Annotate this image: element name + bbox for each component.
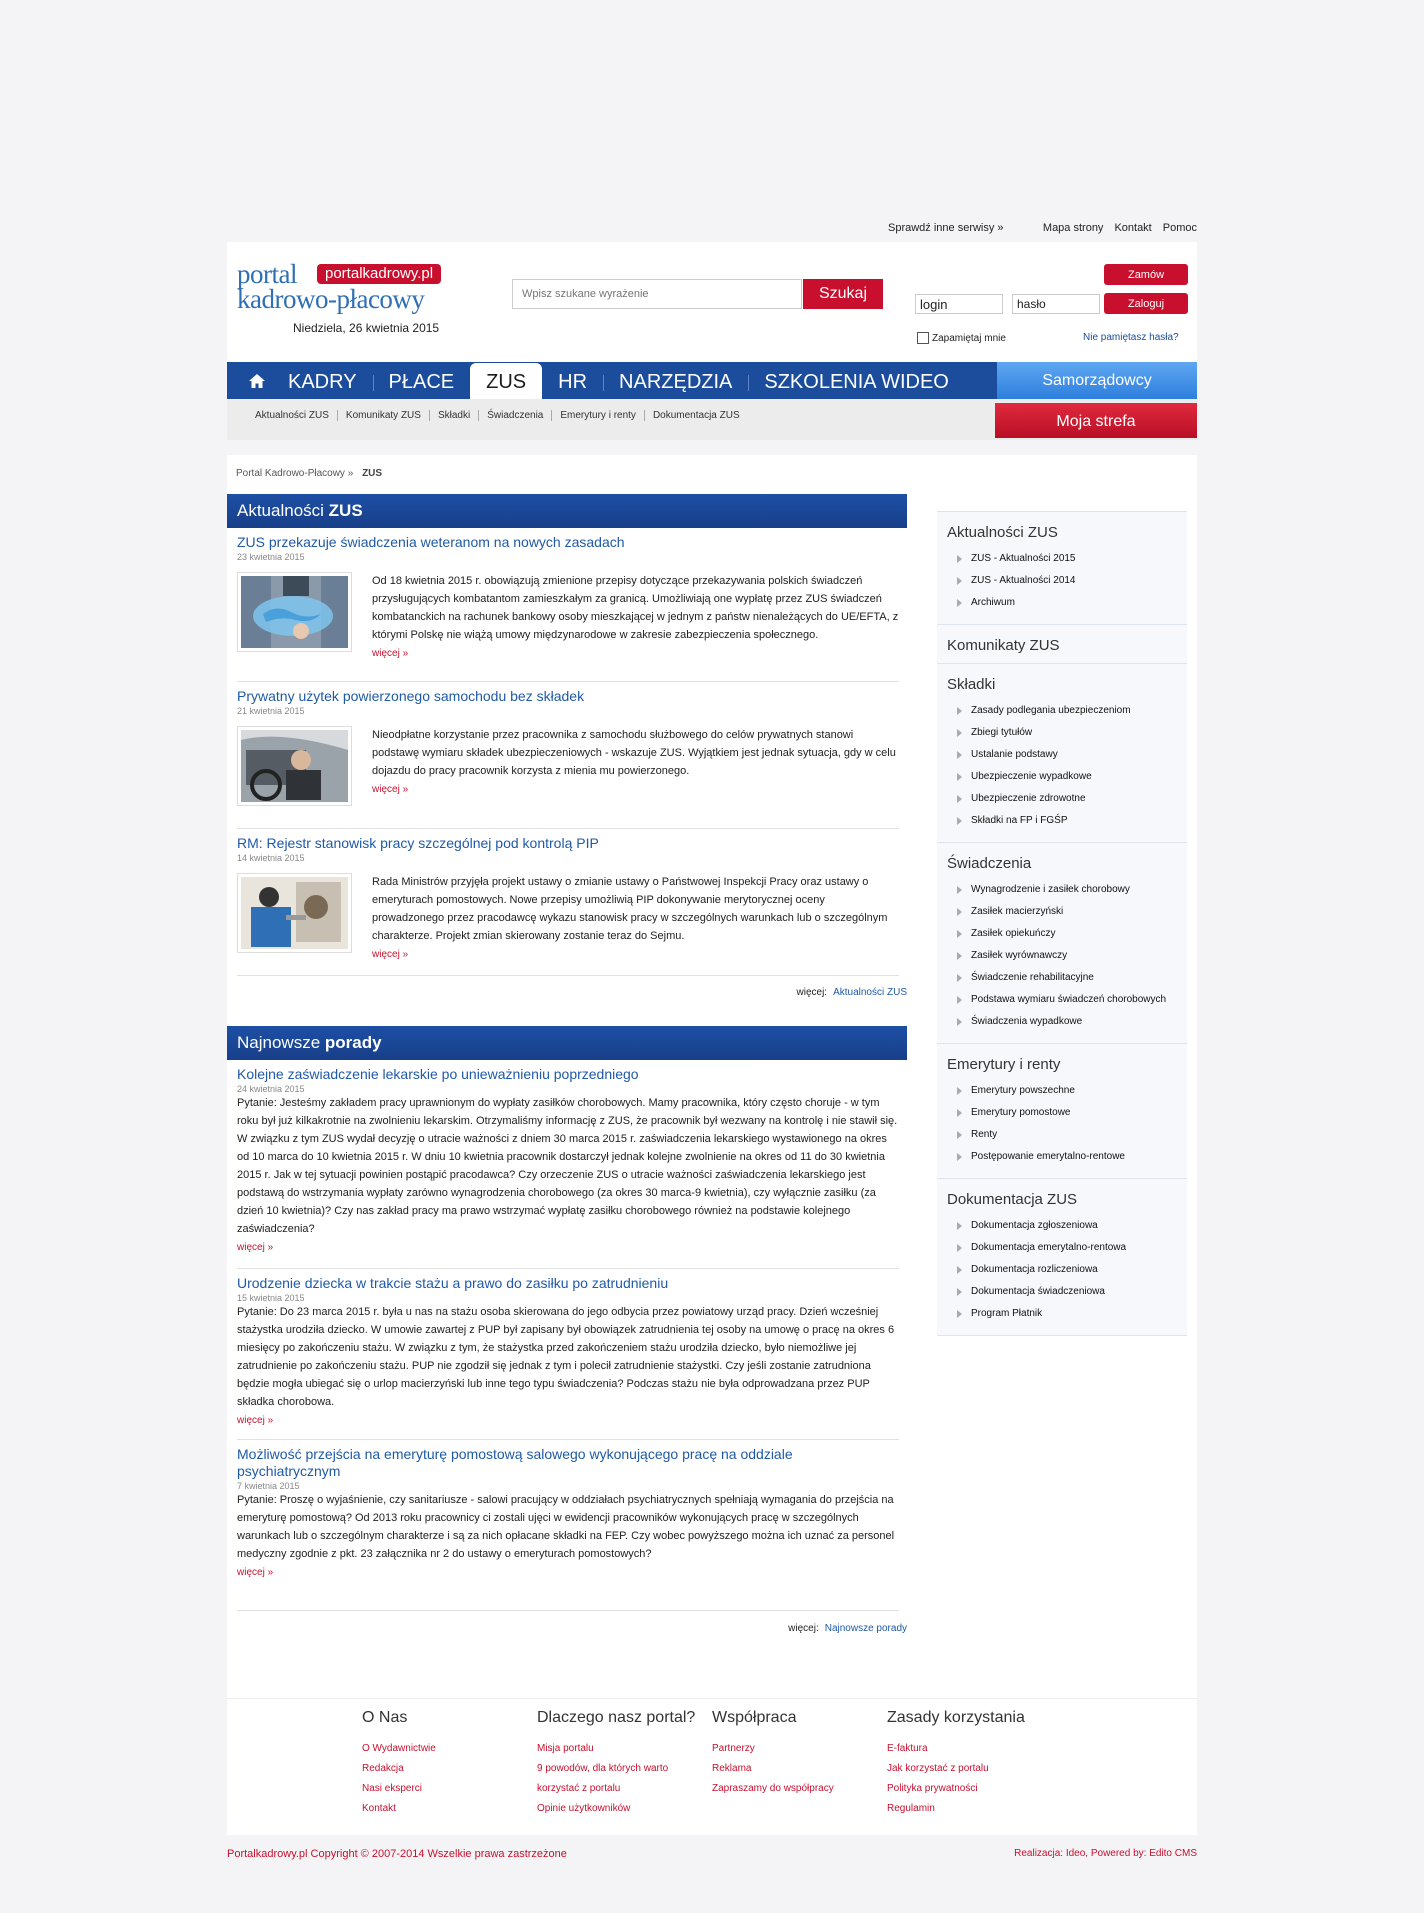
subnav-komunikaty[interactable]: Komunikaty ZUS	[337, 410, 429, 421]
divider	[237, 1268, 899, 1269]
news-item	[237, 534, 899, 659]
sidebar-item[interactable]: Ubezpieczenie wypadkowe	[947, 766, 1177, 788]
order-button[interactable]: Zamów	[1104, 264, 1188, 285]
footer-link[interactable]: Partnerzy	[712, 1743, 755, 1754]
page	[227, 0, 1197, 1913]
news-item-text	[372, 873, 899, 964]
advice-item-more-link[interactable]: więcej »	[237, 1567, 274, 1578]
tab-place[interactable]: PŁACE	[373, 362, 471, 399]
forgot-password-link[interactable]: Nie pamiętasz hasła?	[1083, 332, 1179, 343]
news-item-more-link[interactable]: więcej »	[372, 784, 409, 795]
advice-head-bold: porady	[324, 1033, 382, 1052]
realization-credit[interactable]: Realizacja: Ideo, Powered by: Edito CMS	[1014, 1848, 1197, 1859]
divider	[237, 1439, 899, 1440]
sidebar-item[interactable]: Świadczenia wypadkowe	[947, 1011, 1177, 1033]
news-item-more-link[interactable]: więcej »	[372, 648, 409, 659]
sidebar-group-title[interactable]: Aktualności ZUS	[947, 524, 1058, 541]
divider	[237, 1610, 899, 1611]
logo-badge: portalkadrowy.pl	[317, 264, 441, 284]
sidebar-item[interactable]: Renty	[947, 1124, 1177, 1146]
news-item-date: 14 kwietnia 2015	[237, 853, 305, 863]
copyright: Portalkadrowy.pl Copyright © 2007-2014 Wszelkie prawa zastrzeżone	[227, 1848, 567, 1860]
remember-checkbox[interactable]	[917, 332, 929, 344]
advice-more-label: więcej:	[788, 1623, 819, 1634]
breadcrumb-root[interactable]: Portal Kadrowo-Płacowy	[236, 468, 345, 479]
sidebar-group-komunikaty	[937, 624, 1187, 663]
footer-link[interactable]: Zapraszamy do współpracy	[712, 1783, 834, 1794]
footer-col-title: Zasady korzystania	[887, 1709, 1025, 1726]
footer-link[interactable]: Redakcja	[362, 1763, 404, 1774]
advice-item-title[interactable]: Urodzenie dziecka w trakcie stażu a prawo do zasiłku po zatrudnieniu	[237, 1275, 669, 1291]
sidebar-group-dokumentacja	[937, 1178, 1187, 1336]
footer-col-o-nas	[362, 1709, 532, 1819]
news-item-excerpt: Od 18 kwietnia 2015 r. obowiązują zmienione przepisy dotyczące przekazywania polskich świadczeń przysługujących kombatantom zamieszkałym za granicą. Umożliwiają one wypłatę przez ZUS świadczeń kombatanckich na rachunek bankowy osoby mieszkającej w jednym z państw nienależących do UE/EFTA, z którymi Polskę nie wiążą umowy międzynarodowe w zakresie zabezpieczenia społecznego.	[372, 575, 899, 641]
advice-item-question: Pytanie: Do 23 marca 2015 r. była u nas na stażu osoba skierowana do jego odbycia przez powiatowy urząd pracy. Dzień wcześniej stażystka urodziła dziecko. W umowie zawartej z PUP był zapisany był obowiązek zatrudnienia tej osoby na umowę o pracę na okres 6 miesięcy po zakończeniu stażu. W związku z tym, że stażystka przed zakończeniem stażu urodziła dziecko, było niemożliwe jej zatrudnienie po zakończeniu stażu. PUP nie zgodził się jednak z tym i polecił zatrudnienie stażystki. Czy jeśli zostanie zatrudniona będzie mogła ubiegać się o urlop macierzyński lub inne tego typu świadczenia? Podczas stażu nie była odprowadzana przez PUP składka chorobowa.	[237, 1306, 895, 1408]
login-field[interactable]	[915, 294, 1003, 314]
sidebar-item[interactable]: Archiwum	[947, 592, 1177, 614]
sidebar-item[interactable]: Dokumentacja zgłoszeniowa	[947, 1215, 1177, 1237]
sub-nav-items	[255, 410, 748, 421]
advice-item	[237, 1066, 899, 1257]
contact-link[interactable]: Kontakt	[1114, 222, 1152, 234]
search-input[interactable]	[512, 279, 802, 309]
footer	[227, 1698, 1197, 1835]
remember-label: Zapamiętaj mnie	[932, 332, 1006, 344]
tab-hr[interactable]: HR	[558, 371, 588, 393]
advice-item-date: 24 kwietnia 2015	[237, 1084, 305, 1094]
advice-item-question: Pytanie: Jesteśmy zakładem pracy uprawnionym do wypłaty zasiłków chorobowych. Mamy pracownika, który często choruje - w tym roku był już kilkakrotnie na zwolnieniu lekarskim. Otrzymaliśmy informację z ZUS, że pracownik był wezwany na kontrolę i nie stawił się. W związku z tym ZUS wydał decyzję o utracie ważności z dniem 30 marca 2015 r. zaświadczenia lekarskiego wystawionego na okres od 10 marca do 10 kwietnia 2015 r. W dniu 10 kwietnia pracownik dostarczył jednak kolejne zwolnienie na okres od 11 do 30 kwietnia 2015 r. Jak w tej sytuacji powinien postąpić pracodawca? Czy orzeczenie ZUS o utracie ważności zaświadczenia lekarskiego jest podstawą do wstrzymania wypłaty zarówno wynagrodzenia chorobowego (za okres 30 marca-9 kwietnia), czy wyłącznie zasiłku (za dzień 10 kwietnia)? Czy nas zakład pracy ma prawo wstrzymać wypłatę zasiłku chorobowego również na podstawie kolejnego zaświadczenia?	[237, 1097, 898, 1235]
tab-kadry[interactable]: KADRY	[288, 371, 357, 393]
sidebar	[937, 511, 1187, 1336]
logo-line-2: kadrowo-płacowy	[237, 284, 425, 314]
news-more	[797, 987, 908, 998]
footer-col-dlaczego	[537, 1709, 707, 1819]
breadcrumb-current: ZUS	[362, 468, 383, 479]
sidebar-group-title[interactable]: Emerytury i renty	[947, 1056, 1061, 1073]
welder-worker-image	[241, 877, 348, 949]
news-more-label: więcej:	[796, 987, 828, 998]
subnav-emerytury[interactable]: Emerytury i renty	[551, 410, 644, 421]
sidebar-item[interactable]: Zbiegi tytułów	[947, 722, 1177, 744]
top-links	[227, 222, 1197, 236]
divider	[237, 681, 899, 682]
sidebar-item[interactable]: Zasiłek wyrównawczy	[947, 945, 1177, 967]
sidebar-group-swiadczenia	[937, 842, 1187, 1043]
subnav-aktualnosci[interactable]: Aktualności ZUS	[255, 410, 329, 421]
breadcrumb-separator: »	[347, 468, 354, 479]
other-services-link[interactable]: Sprawdź inne serwisy »	[888, 222, 1004, 234]
footer-link[interactable]: Polityka prywatności	[887, 1783, 978, 1794]
sidebar-group-title[interactable]: Składki	[947, 676, 996, 693]
sidebar-item[interactable]: Składki na FP i FGŚP	[947, 810, 1177, 832]
sidebar-group-title[interactable]: Dokumentacja ZUS	[947, 1191, 1078, 1208]
search-button[interactable]: Szukaj	[803, 279, 883, 309]
advice-item-more-link[interactable]: więcej »	[237, 1415, 274, 1426]
logo[interactable]	[237, 259, 457, 320]
home-icon[interactable]	[249, 374, 265, 388]
divider	[237, 975, 899, 976]
news-item-title[interactable]: RM: Rejestr stanowisk pracy szczególnej pod kontrolą PIP	[237, 835, 599, 851]
car-driver-image	[241, 730, 348, 802]
news-item-thumbnail[interactable]	[237, 726, 352, 806]
tab-narzedzia[interactable]: NARZĘDZIA	[603, 362, 748, 399]
sidebar-item[interactable]: ZUS - Aktualności 2015	[947, 548, 1177, 570]
sidebar-item[interactable]: Emerytury pomostowe	[947, 1102, 1177, 1124]
sidebar-item[interactable]: Ustalanie podstawy	[947, 744, 1177, 766]
footer-link[interactable]: korzystać z portalu	[537, 1783, 621, 1794]
footer-link[interactable]: Jak korzystać z portalu	[887, 1763, 989, 1774]
sidebar-item[interactable]: Zasiłek opiekuńczy	[947, 923, 1177, 945]
sidebar-item[interactable]: Dokumentacja emerytalno-rentowa	[947, 1237, 1177, 1259]
footer-link[interactable]: Kontakt	[362, 1803, 396, 1814]
sidebar-item[interactable]: Świadczenie rehabilitacyjne	[947, 967, 1177, 989]
news-item	[237, 688, 899, 798]
news-item-text	[372, 572, 899, 663]
footer-link[interactable]: O Wydawnictwie	[362, 1743, 436, 1754]
sidebar-item[interactable]: Ubezpieczenie zdrowotne	[947, 788, 1177, 810]
footer-col-title: O Nas	[362, 1709, 408, 1726]
samorzadowcy-button[interactable]: Samorządowcy	[997, 362, 1197, 399]
footer-col-wspolpraca	[712, 1709, 882, 1799]
news-item	[237, 835, 899, 960]
advice-item-text	[237, 1303, 899, 1430]
advice-item-question: Pytanie: Proszę o wyjaśnienie, czy sanitariusze - salowi pracujący w oddziałach psychiatrycznych spełniają wymagania do przejścia na emeryturę pomostową? Od 2013 roku pracownicy ci zostali ujęci w ewidencji pracowników wykonujących pracę w szczególnych warunkach lub o szczególnym charakterze i są za nich opłacane składki na FEP. Czy wobec powyższego można ich uznać za personel medyczny zgodnie z pkt. 23 załącznika nr 2 do ustawy o emeryturach pomostowych?	[237, 1494, 895, 1560]
advice-item	[237, 1446, 899, 1582]
subnav-skladki[interactable]: Składki	[429, 410, 478, 421]
advice-item-text	[237, 1491, 899, 1582]
advice-item-text	[237, 1094, 899, 1257]
moja-strefa-button[interactable]: Moja strefa	[995, 403, 1197, 438]
subnav-dokumentacja[interactable]: Dokumentacja ZUS	[644, 410, 748, 421]
footer-link[interactable]: Reklama	[712, 1763, 752, 1774]
sidebar-item[interactable]: Dokumentacja świadczeniowa	[947, 1281, 1177, 1303]
advice-item-title[interactable]: Możliwość przejścia na emeryturę pomostową salowego wykonującego pracę na oddziale psychiatrycznym	[237, 1446, 793, 1479]
advice-item-more-link[interactable]: więcej »	[237, 1242, 274, 1253]
sidebar-group-emerytury	[937, 1043, 1187, 1178]
header	[227, 242, 1197, 362]
nav-tabs	[272, 362, 965, 399]
footer-link[interactable]: Nasi eksperci	[362, 1783, 423, 1794]
footer-col-title: Współpraca	[712, 1709, 797, 1726]
sidebar-item[interactable]: Wynagrodzenie i zasiłek chorobowy	[947, 879, 1177, 901]
advice-item	[237, 1275, 899, 1430]
sidebar-item[interactable]: Dokumentacja rozliczeniowa	[947, 1259, 1177, 1281]
advice-head-normal: Najnowsze	[237, 1033, 321, 1052]
remember-me[interactable]	[917, 332, 1006, 344]
subnav-swiadczenia[interactable]: Świadczenia	[478, 410, 551, 421]
tab-szkolenia-wideo[interactable]: SZKOLENIA WIDEO	[748, 362, 964, 399]
advice-section-header	[227, 1026, 907, 1060]
advice-item-title[interactable]: Kolejne zaświadczenie lekarskie po unieważnieniu poprzedniego	[237, 1066, 639, 1082]
sidebar-item[interactable]: Zasady podlegania ubezpieczeniom	[947, 700, 1177, 722]
footer-link[interactable]: 9 powodów, dla których warto	[537, 1763, 669, 1774]
news-item-title[interactable]: Prywatny użytek powierzonego samochodu bez składek	[237, 688, 585, 704]
breadcrumb	[236, 468, 382, 479]
login-area	[915, 264, 1197, 354]
footer-link[interactable]: Misja portalu	[537, 1743, 594, 1754]
footer-link[interactable]: Opinie użytkowników	[537, 1803, 631, 1814]
news-head-bold: ZUS	[328, 501, 363, 520]
sidebar-item[interactable]: Postępowanie emerytalno-rentowe	[947, 1146, 1177, 1168]
sidebar-item[interactable]: Program Płatnik	[947, 1303, 1177, 1325]
sidebar-group-aktualnosci	[937, 511, 1187, 624]
top-links-right	[1043, 222, 1197, 234]
sidebar-item[interactable]: ZUS - Aktualności 2014	[947, 570, 1177, 592]
news-item-date: 21 kwietnia 2015	[237, 706, 305, 716]
news-item-title[interactable]: ZUS przekazuje świadczenia weteranom na nowych zasadach	[237, 534, 625, 550]
signin-button[interactable]: Zaloguj	[1104, 293, 1188, 314]
news-item-text	[372, 726, 899, 799]
divider	[237, 828, 899, 829]
news-item-thumbnail[interactable]	[237, 572, 352, 652]
advice-more	[788, 1623, 907, 1634]
sidebar-group-title[interactable]: Świadczenia	[947, 855, 1032, 872]
footer-col-zasady	[887, 1709, 1057, 1819]
search-box	[512, 279, 868, 309]
sidebar-group-title[interactable]: Komunikaty ZUS	[947, 637, 1060, 654]
tab-zus[interactable]: ZUS	[470, 363, 542, 400]
news-item-date: 23 kwietnia 2015	[237, 552, 305, 562]
main-nav	[227, 362, 1197, 399]
news-item-excerpt: Nieodpłatne korzystanie przez pracownika z samochodu służbowego do celów prywatnych stanowi podstawę wymiaru składek ubezpieczeniowych - wskazuje ZUS. Wyjątkiem jest jednak sytuacja, gdy w celu dojazdu do pracy pracownik korzysta z mienia mu powierzonego.	[372, 729, 896, 777]
advice-more-link[interactable]: Najnowsze porady	[824, 1623, 907, 1634]
sidebar-item[interactable]: Podstawa wymiaru świadczeń chorobowych	[947, 989, 1177, 1011]
sidebar-group-skladki	[937, 663, 1187, 842]
current-date: Niedziela, 26 kwietnia 2015	[293, 321, 440, 335]
help-link[interactable]: Pomoc	[1162, 222, 1197, 234]
footer-col-title: Dlaczego nasz portal?	[537, 1709, 696, 1726]
world-map-hand-image	[241, 576, 348, 648]
news-item-excerpt: Rada Ministrów przyjęła projekt ustawy o zmianie ustawy o Państwowej Inspekcji Pracy oraz ustawy o emeryturach pomostowych. Nowe przepisy umożliwią PIP dokonywanie merytorycznej oceny prowadzonego przez pracodawcę wykazu stanowisk pracy w szczególnych warunkach lub o szczególnym charakterze. Projekt zmian skierowany zostanie teraz do Sejmu.	[372, 876, 888, 942]
advice-item-date: 15 kwietnia 2015	[237, 1293, 305, 1303]
sidebar-item[interactable]: Emerytury powszechne	[947, 1080, 1177, 1102]
news-item-thumbnail[interactable]	[237, 873, 352, 953]
news-section-header	[227, 494, 907, 528]
sidebar-item[interactable]: Zasiłek macierzyński	[947, 901, 1177, 923]
advice-item-date: 7 kwietnia 2015	[237, 1481, 300, 1491]
content	[227, 455, 1197, 1835]
password-field[interactable]	[1012, 294, 1100, 314]
footer-link[interactable]: E-faktura	[887, 1743, 928, 1754]
news-head-normal: Aktualności	[237, 501, 324, 520]
news-item-more-link[interactable]: więcej »	[372, 949, 409, 960]
news-more-link[interactable]: Aktualności ZUS	[833, 987, 907, 998]
footer-link[interactable]: Regulamin	[887, 1803, 935, 1814]
logo-line-1: portal	[237, 259, 297, 289]
sitemap-link[interactable]: Mapa strony	[1042, 222, 1104, 234]
